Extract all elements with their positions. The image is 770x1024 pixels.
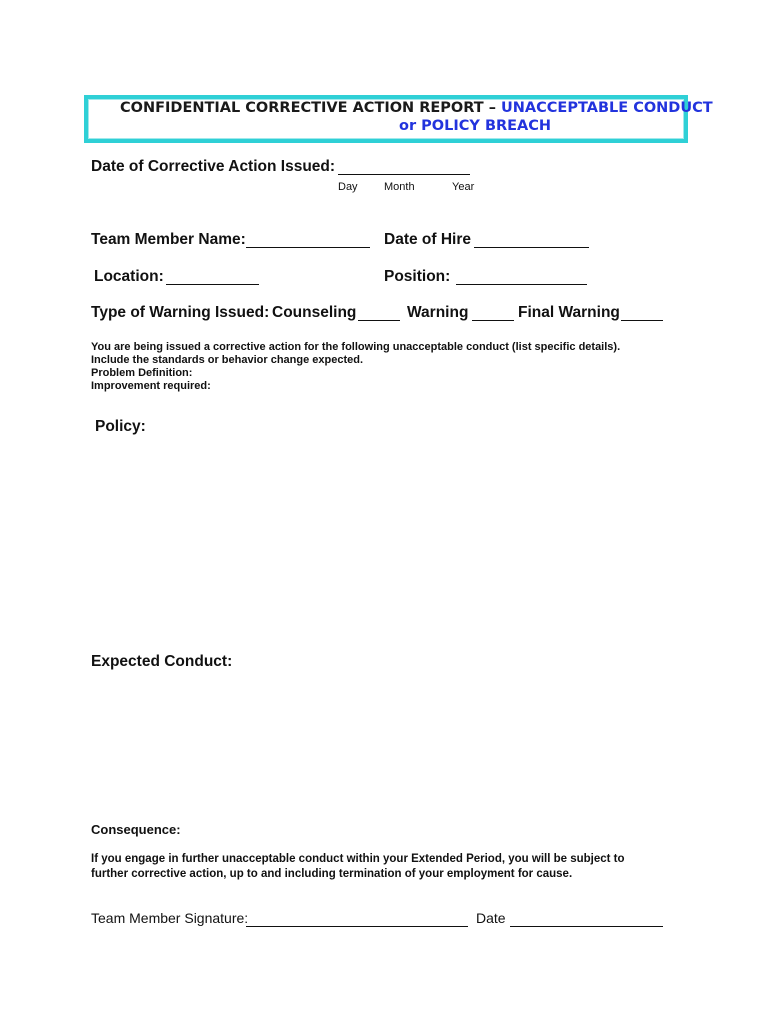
date-issued-field[interactable] — [338, 160, 470, 175]
policy-label: Policy: — [95, 418, 146, 435]
month-label: Month — [384, 181, 415, 193]
expected-conduct-label: Expected Conduct: — [91, 653, 233, 670]
counseling-label: Counseling — [272, 304, 357, 321]
counseling-field[interactable] — [358, 306, 400, 321]
date-of-hire-label: Date of Hire — [384, 231, 471, 248]
date-of-hire-field[interactable] — [474, 233, 589, 248]
signature-date-field[interactable] — [510, 912, 663, 927]
problem-definition-label: Problem Definition: — [91, 367, 193, 379]
day-label: Day — [338, 181, 358, 193]
improvement-required-label: Improvement required: — [91, 380, 211, 392]
consequence-label: Consequence: — [91, 822, 181, 837]
team-member-name-label: Team Member Name: — [91, 231, 246, 248]
warning-type-label: Type of Warning Issued: — [91, 304, 270, 321]
team-member-name-field[interactable] — [246, 233, 370, 248]
instruction-line: Include the standards or behavior change expected. — [91, 354, 364, 366]
location-field[interactable] — [166, 270, 259, 285]
warning-label: Warning — [407, 304, 469, 321]
year-label: Year — [452, 181, 475, 193]
consequence-line: If you engage in further unacceptable conduct within your Extended Period, you will be subject to — [91, 853, 625, 865]
report-title-line2: or POLICY BREACH — [399, 118, 552, 134]
position-field[interactable] — [456, 270, 587, 285]
signature-date-label: Date — [476, 910, 506, 926]
position-label: Position: — [384, 268, 451, 285]
location-label: Location: — [94, 268, 164, 285]
title-part2: UNACCEPTABLE CONDUCT — [501, 100, 713, 116]
signature-field[interactable] — [246, 912, 468, 927]
date-issued-label: Date of Corrective Action Issued: — [91, 158, 336, 175]
instruction-line: You are being issued a corrective action for the following unacceptable conduct (list specific details). — [91, 341, 621, 353]
instructions-block — [91, 341, 620, 393]
final-warning-label: Final Warning — [518, 304, 620, 321]
warning-field[interactable] — [472, 306, 514, 321]
consequence-text — [91, 852, 625, 882]
final-warning-field[interactable] — [621, 306, 663, 321]
title-part1: CONFIDENTIAL CORRECTIVE ACTION REPORT – — [120, 100, 502, 116]
report-title — [120, 100, 713, 116]
signature-label: Team Member Signature: — [91, 910, 249, 926]
consequence-line: further corrective action, up to and including termination of your employment for cause. — [91, 868, 573, 880]
